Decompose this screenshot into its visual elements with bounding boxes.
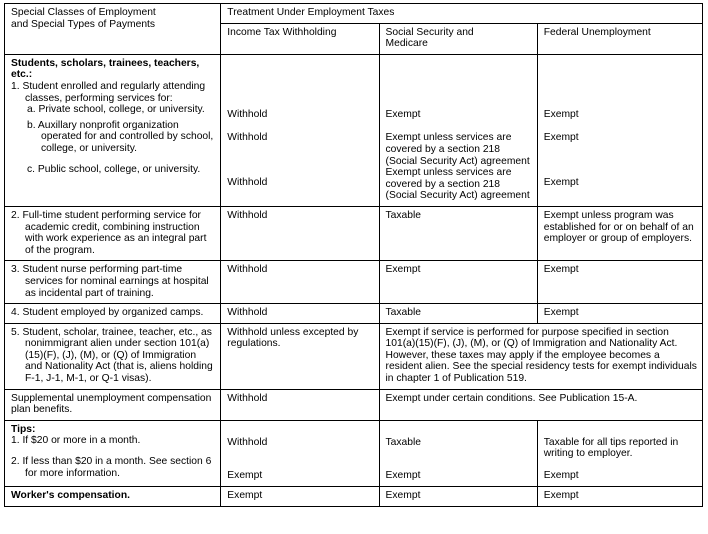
students-item-1b: b. Auxillary nonprofit organization operated for and controlled by school, college, or university. bbox=[27, 119, 214, 154]
cell-sub-benefits-income-tax: Withhold bbox=[221, 389, 379, 420]
cell-students-group bbox=[5, 54, 221, 206]
header-social-security-medicare bbox=[379, 23, 537, 54]
cell-row5-ssm-fut-merged: Exempt if service is performed for purpose specified in section 101(a)(15)(F), (J), (M), or (Q) of Immigration and Nationality Act. However, these taxes may apply if the employee becomes a resident alien. See the special residency tests for exempt individuals in chapter 1 of Publication 519. bbox=[379, 323, 702, 389]
students-item-1c: c. Public school, college, or university. bbox=[27, 163, 201, 175]
header-treatment-under-employment-taxes: Treatment Under Employment Taxes bbox=[221, 4, 703, 24]
cell-row3-federal-unemployment: Exempt bbox=[537, 261, 702, 304]
table-row bbox=[5, 389, 703, 420]
cell-row5-label bbox=[5, 323, 221, 389]
students-1c-ssm: Exempt unless services are covered by a section 218 (Social Security Act) agreement bbox=[385, 167, 530, 202]
tips-2-fut: Exempt bbox=[543, 470, 579, 482]
cell-students-income-tax bbox=[221, 54, 379, 206]
table-row bbox=[5, 487, 703, 507]
cell-sub-benefits-label: Supplemental unemployment compensation plan benefits. bbox=[5, 389, 221, 420]
tips-group-title: Tips: bbox=[11, 423, 36, 435]
students-1c-fut: Exempt bbox=[543, 176, 579, 188]
cell-students-federal-unemployment bbox=[537, 54, 702, 206]
cell-workers-comp-income-tax: Exempt bbox=[221, 487, 379, 507]
header-federal-unemployment: Federal Unemployment bbox=[537, 23, 702, 54]
header-special-classes-line2: and Special Types of Payments bbox=[11, 18, 156, 30]
cell-row3-social-security: Exempt bbox=[379, 261, 537, 304]
cell-tips-federal-unemployment bbox=[537, 420, 702, 486]
cell-tips-social-security bbox=[379, 420, 537, 486]
students-group-title: Students, scholars, trainees, teachers, etc.: bbox=[11, 57, 200, 81]
cell-row2-label bbox=[5, 206, 221, 260]
table-header bbox=[5, 4, 703, 55]
tips-item-2: 2. If less than $20 in a month. See section 6 for more information. bbox=[11, 456, 212, 479]
table-row bbox=[5, 261, 703, 304]
cell-row2-federal-unemployment: Exempt unless program was established for or on behalf of an employer or group of employers. bbox=[537, 206, 702, 260]
header-income-tax-withholding: Income Tax Withholding bbox=[221, 23, 379, 54]
table-row bbox=[5, 323, 703, 389]
cell-row4-social-security: Taxable bbox=[379, 304, 537, 324]
students-1a-itw: Withhold bbox=[227, 108, 268, 120]
cell-tips-group bbox=[5, 420, 221, 486]
table-body bbox=[5, 54, 703, 506]
tips-2-ssm: Exempt bbox=[385, 470, 421, 482]
cell-workers-comp-federal-unemployment: Exempt bbox=[537, 487, 702, 507]
tips-1-ssm: Taxable bbox=[385, 436, 422, 448]
students-1b-itw: Withhold bbox=[227, 132, 268, 144]
header-special-classes-line1: Special Classes of Employment bbox=[11, 7, 156, 18]
row4-label: 4. Student employed by organized camps. bbox=[11, 307, 204, 319]
students-1b-fut: Exempt bbox=[543, 132, 579, 144]
header-ssm-line1: Social Security and bbox=[385, 26, 474, 38]
employment-taxes-table bbox=[4, 3, 703, 507]
cell-row4-income-tax: Withhold bbox=[221, 304, 379, 324]
table-row bbox=[5, 54, 703, 206]
students-item-1a: a. Private school, college, or university. bbox=[27, 104, 205, 116]
table-row bbox=[5, 304, 703, 324]
cell-students-social-security bbox=[379, 54, 537, 206]
cell-workers-comp-social-security: Exempt bbox=[379, 487, 537, 507]
row5-label: 5. Student, scholar, trainee, teacher, etc., as nonimmigrant alien under section 101(a)(15)(F), (J), (M), or (Q) of Immigration and Nationality Act (that is, aliens holding F-1, J-1, M-1, or Q-1 visas). bbox=[11, 326, 213, 385]
cell-row4-federal-unemployment: Exempt bbox=[537, 304, 702, 324]
students-item-1: 1. Student enrolled and regularly attending classes, performing services for: bbox=[11, 80, 206, 104]
tips-1-fut: Taxable for all tips reported in writing to employer. bbox=[543, 436, 679, 460]
cell-row2-social-security: Taxable bbox=[379, 206, 537, 260]
table-row bbox=[5, 420, 703, 486]
header-ssm-line2: Medicare bbox=[385, 38, 428, 50]
cell-row3-income-tax: Withhold bbox=[221, 261, 379, 304]
cell-row5-income-tax: Withhold unless excepted by regulations. bbox=[221, 323, 379, 389]
students-1a-fut: Exempt bbox=[543, 108, 579, 120]
cell-tips-income-tax bbox=[221, 420, 379, 486]
students-1b-ssm: Exempt unless services are covered by a section 218 (Social Security Act) agreement bbox=[385, 132, 530, 167]
tips-1-itw: Withhold bbox=[227, 436, 268, 448]
cell-row3-label bbox=[5, 261, 221, 304]
tips-2-itw: Exempt bbox=[227, 470, 263, 482]
header-row-top bbox=[5, 4, 703, 24]
row3-label: 3. Student nurse performing part-time services for nominal earnings at hospital as incidental part of training. bbox=[11, 264, 209, 299]
students-1c-itw: Withhold bbox=[227, 176, 268, 188]
cell-workers-comp-label bbox=[5, 487, 221, 507]
cell-row4-label bbox=[5, 304, 221, 324]
header-special-classes bbox=[5, 4, 221, 55]
table-row bbox=[5, 206, 703, 260]
workers-comp-label: Worker's compensation. bbox=[11, 490, 130, 502]
students-1a-ssm: Exempt bbox=[385, 108, 421, 120]
cell-row2-income-tax: Withhold bbox=[221, 206, 379, 260]
tips-item-1: 1. If $20 or more in a month. bbox=[11, 435, 141, 447]
row2-label: 2. Full-time student performing service for academic credit, combining instruction with work experience as an integral part of the program. bbox=[11, 209, 207, 256]
cell-sub-benefits-ssm-fut-merged: Exempt under certain conditions. See Publication 15-A. bbox=[379, 389, 702, 420]
